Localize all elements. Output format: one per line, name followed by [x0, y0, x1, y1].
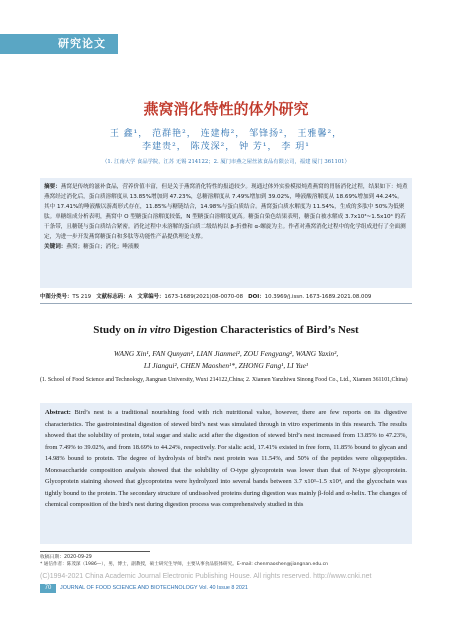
- journal-name: JOURNAL OF FOOD SCIENCE AND BIOTECHNOLOGY Vol. 40 Issue 8 2021: [60, 585, 248, 591]
- english-authors-line2: LI Jiangui², CHEN Maoshen¹*, ZHONG Fang¹, LI Yue¹: [143, 361, 309, 370]
- chinese-abstract-text: 燕窝是传统的滋补食品，营养价值丰富，但是关于燕窝消化特性的报道较少。现通过体外实验模拟炖煮燕窝的胃肠消化过程，结果如下：炖煮燕窝经过消化后，蛋白质溶解度从 13.85%增加到 47.23%，总糖溶解度从 7.49%增加到 39.02%，唾液酸溶解度从 18.69%增加到 44.24%。其中 17.41%的唾液酸以游离形式存在，11.85%与糖链结合，14.98%与蛋白质结合。燕窝蛋白质水解度为 11.54%，生成的多肽中 50%为低聚肽。单糖组成分析表明，燕窝中 O 型糖蛋白溶解度较低，N 型糖蛋白溶解度更高。糖蛋白染色结果表明，糖蛋白被水解成 3.7x10³~1.5x10⁴ 的若干条带，且糖链与蛋白质结合紧密。消化过程中未溶解的蛋白质二级结构以 β-折叠和 α-螺旋为主。作者对燕窝消化过程中的化学组成进行了全面测定，为进一步开发燕窝糖蛋白和多肽等功能性产品提供理论支撑。: [44, 184, 408, 240]
- english-authors: [60, 348, 392, 372]
- bottom-margin: [0, 595, 452, 617]
- english-abstract-text: Bird’s nest is a traditional nourishing food with rich nutritional value, however, there are few reports on its digestive characteristics. The gastrointestinal digestion of stewed bird’s nest was simulated through in vitro experiments in this research. The results showed that the solubility of protein, total sugar and sialic acid after the digestion of stewed bird’s nest increased from 13.85% to 47.23%, from 7.49% to 39.02%, and from 18.69% to 44.24%, respectively. For sialic acid, 17.41% existed in free form, 11.85% bound to glycan and 14.98% bound to protein. The degree of hydrolysis of bird’s nest protein was 11.54%, and 50% of the peptides were oligopeptides. Monosaccharide composition analysis showed that the solubility of O-type glycoprotein was lower than that of N-type glycoprotein. Glycoprotein staining showed that glycoproteins were hydrolyzed into several bands between 3.7 x10³–1.5 x10⁴, and the glycochain was tightly bound to the protein. The secondary structure of undissolved proteins during digestion was mainly β-fold and α-helix. The changes of chemical composition of the bird's nest during digestion process was comprehensively studied in this: [45, 409, 407, 508]
- english-title-prefix: Study on: [93, 324, 138, 336]
- chinese-keywords-label: 关键词：: [44, 244, 67, 250]
- chinese-authors-line2: 李建贵²， 陈茂深²， 钟 芳¹， 李 玥¹: [142, 142, 310, 152]
- chinese-title: 燕窝消化特性的体外研究: [143, 100, 309, 118]
- english-abstract: [40, 403, 412, 544]
- doc-code-value: A: [128, 294, 133, 300]
- article-no-label: 文章编号：: [137, 294, 165, 300]
- page-number: 70: [40, 584, 56, 593]
- received-date: 收稿日期：2020-09-29: [40, 555, 92, 560]
- footnote-rule: [40, 551, 150, 552]
- divider: [40, 303, 412, 304]
- chinese-authors-line1: 王 鑫¹， 范群艳²， 连建梅²， 邹锋扬²， 王雅馨²，: [109, 129, 343, 139]
- chinese-abstract-label: 摘要：: [44, 184, 61, 190]
- english-abstract-label: Abstract:: [45, 409, 71, 416]
- class-label: 中图分类号：: [40, 294, 73, 300]
- doi-value: 10.3969/j.issn. 1673-1689.2021.08.009: [264, 294, 372, 300]
- doi-label: DOI：: [248, 294, 265, 300]
- chinese-authors: [40, 128, 412, 154]
- english-authors-line1: WANG Xin¹, FAN Qunyan², LIAN Jianmei², ZOU Fengyang², WANG Yaxin²,: [113, 349, 339, 358]
- classification-line: [40, 292, 412, 300]
- chinese-affiliation: （1. 江南大学 食品学院，江苏 无锡 214122；2. 厦门市燕之屋丝浓食品有限公司，福建 厦门 361101）: [102, 159, 350, 165]
- chinese-abstract: [40, 178, 412, 288]
- page-footer: [0, 584, 452, 593]
- corresponding-author-note: * 通信作者：陈茂深（1986—），男，博士，副教授，硕士研究生导师，主要从事食品胶体研究。E-mail: chenmaoshen@jiangnan.edu.cn: [40, 562, 329, 567]
- class-value: TS 219: [72, 294, 92, 300]
- chinese-keywords: 燕窝；糖蛋白；消化；唾液酸: [66, 244, 140, 250]
- english-affiliation: (1. School of Food Science and Technology, Jiangnan University, Wuxi 214122,China; 2. Xiamen Yanzhiwu Sinong Food Co., Ltd., Xiamen 361101,China): [40, 377, 408, 383]
- copyright-watermark: (C)1994-2021 China Academic Journal Electronic Publishing House. All rights reserved. http://www.cnki.net: [40, 573, 372, 580]
- article-no: 1673-1689(2021)08-0070-08: [164, 294, 244, 300]
- section-tag: 研究论文: [0, 34, 118, 54]
- english-title: [0, 324, 452, 336]
- english-title-suffix: Digestion Characteristics of Bird’s Nest: [170, 324, 359, 336]
- doc-code-label: 文献标志码：: [96, 294, 129, 300]
- english-title-italic: in vitro: [137, 324, 171, 336]
